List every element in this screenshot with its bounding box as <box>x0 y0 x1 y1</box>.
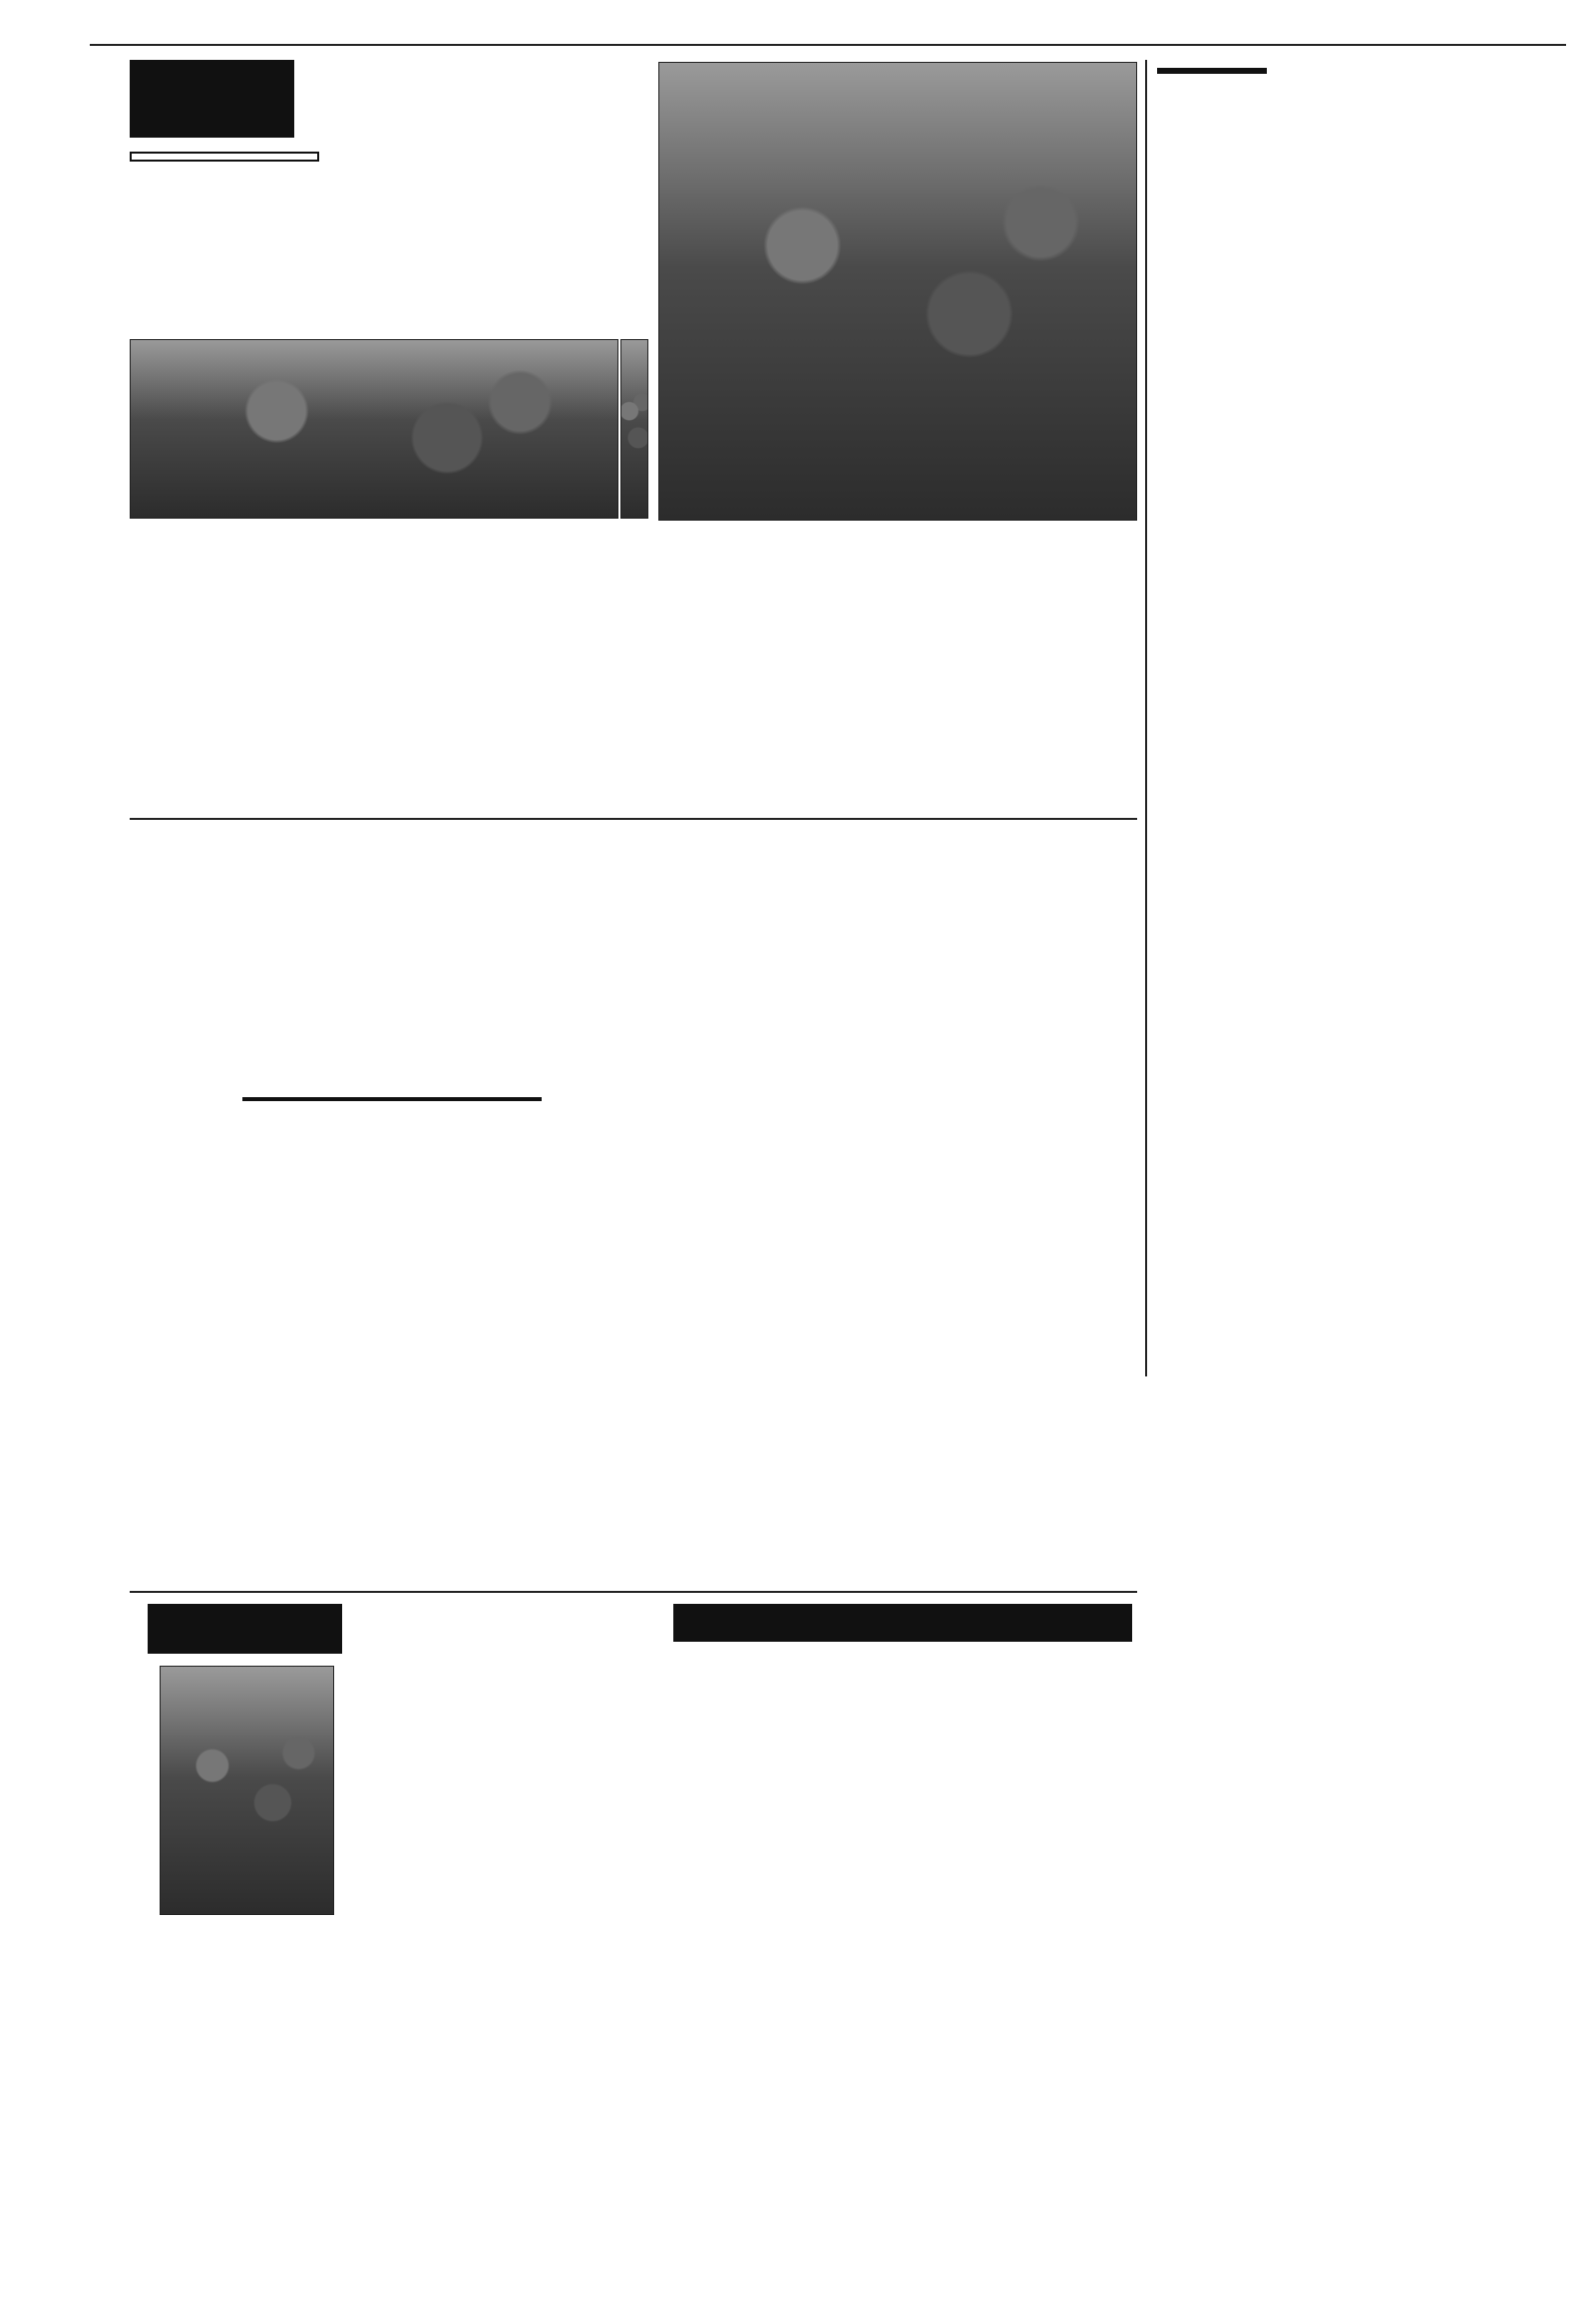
questions-banner <box>148 1097 636 1207</box>
profiles-banner-text <box>148 1604 342 1608</box>
sport-headline <box>130 261 535 331</box>
rizos-big <box>1157 68 1267 74</box>
divider <box>1145 60 1147 1376</box>
football-photo-right <box>658 62 1137 521</box>
divider <box>130 818 1137 820</box>
profiles-banner <box>148 1604 342 1654</box>
rizos-logo <box>130 60 294 138</box>
portrait-photo <box>160 1666 334 1915</box>
article-column-3 <box>668 574 938 813</box>
football-photo-strip <box>620 339 648 519</box>
questions-headline-box <box>130 1212 648 1292</box>
b-ethniki-column-1 <box>130 873 439 1087</box>
football-photo-left <box>130 339 618 519</box>
b-ethniki-headline-box <box>130 828 778 868</box>
divider <box>130 1591 1137 1593</box>
twenty-four-hours-box <box>1157 62 1267 301</box>
kke-body <box>130 1446 1137 1586</box>
profile-laftsis <box>379 1604 658 2242</box>
questions-body <box>130 1297 1137 1406</box>
social-section <box>673 1604 1132 2242</box>
sport-masthead <box>130 60 648 209</box>
article-column-4 <box>948 574 1137 813</box>
b-ethniki-column-2 <box>449 873 778 1087</box>
questions-title <box>242 1097 542 1101</box>
profile-kareas <box>130 1925 369 2244</box>
kke-headline-box <box>130 1406 648 1446</box>
basketball-article <box>788 828 1137 1087</box>
sport-subtitle <box>130 152 319 162</box>
article-column-1 <box>130 574 399 813</box>
social-title <box>673 1604 1132 1642</box>
page-header <box>90 18 1566 46</box>
article-column-2 <box>409 574 658 813</box>
